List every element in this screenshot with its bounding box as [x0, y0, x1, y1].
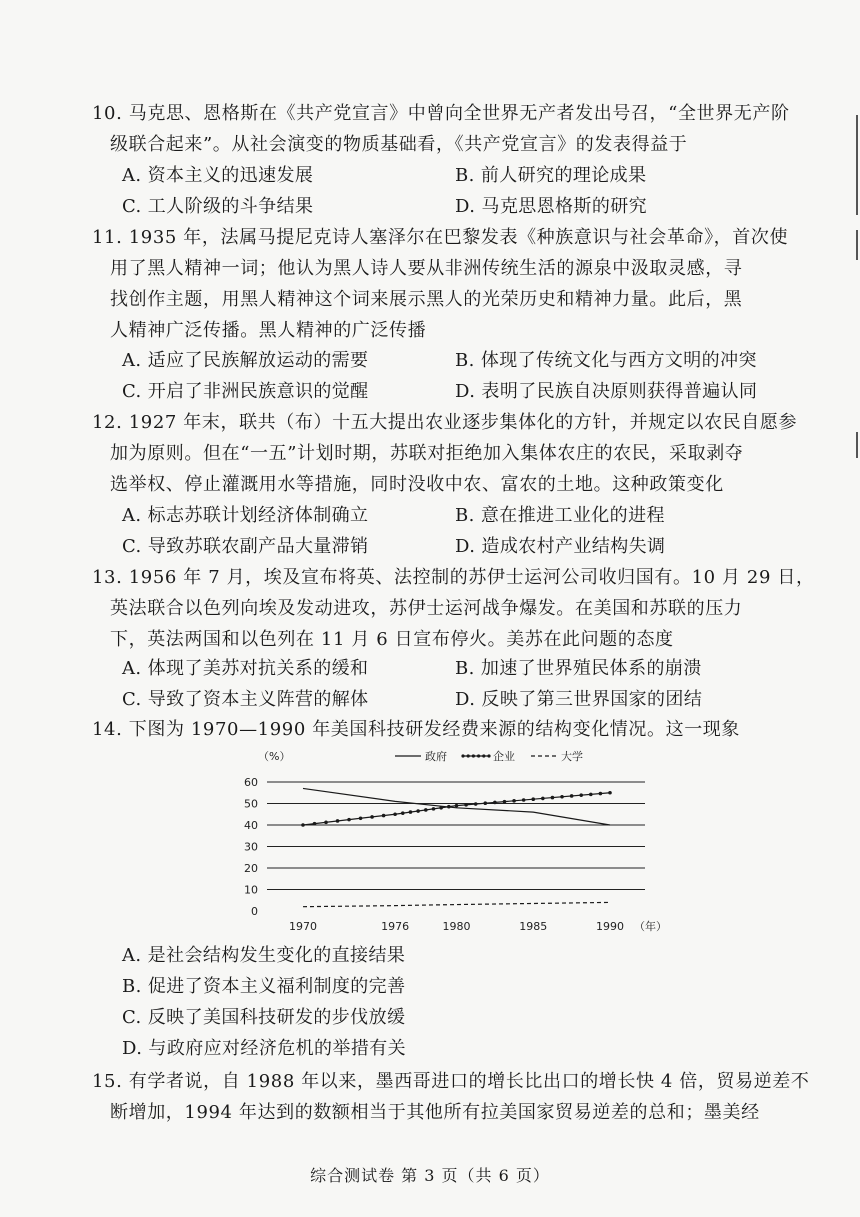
y-tick-label: 50: [244, 797, 258, 811]
question-11-line-2: 用了黑人精神一词；他认为黑人诗人要从非洲传统生活的源泉中汲取灵感，寻: [110, 258, 743, 279]
q14-option-b[interactable]: B. 促进了资本主义福利制度的完善: [122, 976, 406, 997]
question-11-line-1: 11. 1935 年，法属马提尼克诗人塞泽尔在巴黎发表《种族意识与社会革命》，首次使: [92, 227, 789, 248]
y-tick-label: 0: [251, 905, 258, 918]
question-13-line-2: 英法联合以色列向埃及发动进攻，苏伊士运河战争爆发。在美国和苏联的压力: [110, 598, 743, 619]
series-point: [424, 808, 428, 812]
y-tick-label: 20: [244, 862, 258, 875]
series-point: [579, 793, 583, 797]
y-axis-unit-label: （%）: [258, 750, 291, 763]
q10-option-d[interactable]: D. 马克思恩格斯的研究: [455, 196, 648, 217]
series-point: [324, 821, 328, 825]
question-10-line-2: 级联合起来”。从社会演变的物质基础看，《共产党宣言》的发表得益于: [110, 134, 688, 155]
legend-point: [482, 754, 485, 757]
y-tick-label: 40: [244, 819, 258, 832]
question-11-line-3: 找创作主题，用黑人精神这个词来展示黑人的光荣历史和精神力量。此后，黑: [110, 289, 743, 310]
q13-option-c[interactable]: C. 导致了资本主义阵营的解体: [122, 689, 369, 710]
scan-margin-mark: [856, 230, 858, 260]
question-12-line-3: 选举权、停止灌溉用水等措施，同时没收中农、富农的土地。这种政策变化: [110, 474, 724, 495]
x-tick-label: 1976: [381, 920, 410, 933]
series-point: [493, 801, 497, 805]
legend-label-0: 政府: [425, 750, 447, 763]
question-13-line-3: 下，英法两国和以色列在 11 月 6 日宣布停火。美苏在此问题的态度: [110, 629, 674, 650]
legend-point: [461, 754, 464, 757]
question-12: [92, 407, 798, 500]
q11-option-b[interactable]: B. 体现了传统文化与西方文明的冲突: [455, 350, 757, 371]
q12-option-b[interactable]: B. 意在推进工业化的进程: [455, 505, 665, 526]
y-tick-label: 60: [244, 776, 258, 789]
series-point: [608, 791, 612, 795]
series-point: [531, 797, 535, 801]
q14-option-d[interactable]: D. 与政府应对经济危机的举措有关: [122, 1038, 407, 1059]
question-13-line-1: 13. 1956 年 7 月，埃及宣布将英、法控制的苏伊士运河公司收归国有。10 月 29 日，: [92, 567, 815, 588]
question-15: [92, 1066, 810, 1128]
series-point: [522, 798, 526, 802]
series-point: [393, 812, 397, 816]
q13-option-a[interactable]: A. 体现了美苏对抗关系的缓和: [122, 658, 369, 679]
series-point: [447, 805, 451, 809]
funding-structure-chart: [240, 742, 670, 942]
question-10: [92, 98, 792, 160]
series-point: [599, 792, 603, 796]
series-point: [401, 811, 405, 815]
x-tick-label: 1980: [442, 920, 471, 933]
series-point: [370, 815, 374, 819]
y-tick-label: 10: [244, 883, 258, 897]
series-point: [382, 814, 386, 818]
series-point: [455, 804, 459, 808]
series-point: [503, 800, 507, 804]
series-point: [551, 796, 555, 800]
series-point: [336, 819, 340, 823]
chart-svg: [240, 742, 670, 942]
q11-option-a[interactable]: A. 适应了民族解放运动的需要: [122, 350, 369, 371]
scan-margin-mark: [856, 115, 858, 215]
series-point: [432, 807, 436, 811]
series-point: [409, 810, 413, 814]
series-line-2: [303, 902, 610, 906]
question-11: [92, 222, 792, 346]
q11-option-d[interactable]: D. 表明了民族自决原则获得普遍认同: [455, 381, 758, 402]
legend-label-1: 企业: [493, 750, 515, 763]
series-point: [483, 801, 487, 805]
q13-option-b[interactable]: B. 加速了世界殖民体系的崩溃: [455, 658, 702, 679]
question-14: [92, 714, 792, 745]
series-point: [301, 823, 305, 827]
q13-option-d[interactable]: D. 反映了第三世界国家的团结: [455, 689, 703, 710]
question-10-line-1: 10. 马克思、恩格斯在《共产党宣言》中曾向全世界无产者发出号召，“全世界无产阶: [92, 103, 790, 124]
question-12-line-2: 加为原则。但在“一五”计划时期，苏联对拒绝加入集体农庄的农民，采取剥夺: [110, 443, 744, 464]
series-point: [512, 799, 516, 803]
series-point: [570, 794, 574, 798]
x-tick-label: 1990: [596, 920, 624, 933]
question-13: [92, 562, 815, 655]
legend-point: [472, 754, 475, 757]
q14-option-a[interactable]: A. 是社会结构发生变化的直接结果: [122, 945, 406, 966]
q14-option-c[interactable]: C. 反映了美国科技研发的步伐放缓: [122, 1007, 406, 1028]
question-15-line-1: 15. 有学者说，自 1988 年以来，墨西哥进口的增长比出口的增长快 4 倍，贸易逆差不: [92, 1071, 810, 1092]
series-point: [589, 793, 593, 797]
legend-point: [477, 754, 480, 757]
series-point: [474, 802, 478, 806]
series-point: [541, 797, 545, 801]
series-point: [359, 816, 363, 820]
x-axis-unit-label: （年）: [634, 920, 667, 933]
legend-label-2: 大学: [561, 750, 583, 763]
q12-option-c[interactable]: C. 导致苏联农副产品大量滞销: [122, 536, 369, 557]
q10-option-c[interactable]: C. 工人阶级的斗争结果: [122, 196, 314, 217]
legend-point: [487, 754, 490, 757]
page-footer: 综合测试卷 第 3 页（共 6 页）: [310, 1166, 550, 1185]
legend-point: [467, 754, 470, 757]
question-12-line-1: 12. 1927 年末，联共（布）十五大提出农业逐步集体化的方针，并规定以农民自愿参: [92, 412, 798, 433]
q12-option-a[interactable]: A. 标志苏联计划经济体制确立: [122, 505, 369, 526]
series-point: [439, 806, 443, 810]
series-point: [416, 809, 420, 813]
y-tick-label: 30: [244, 840, 258, 854]
scan-margin-mark: [856, 432, 858, 458]
q10-option-b[interactable]: B. 前人研究的理论成果: [455, 165, 647, 186]
question-15-line-2: 断增加，1994 年达到的数额相当于其他所有拉美国家贸易逆差的总和；墨美经: [110, 1102, 760, 1123]
series-point: [464, 803, 468, 807]
q10-option-a[interactable]: A. 资本主义的迅速发展: [122, 165, 314, 186]
series-point: [347, 818, 351, 822]
q11-option-c[interactable]: C. 开启了非洲民族意识的觉醒: [122, 381, 369, 402]
series-point: [313, 822, 317, 826]
x-tick-label: 1970: [289, 920, 317, 933]
x-tick-label: 1985: [519, 920, 548, 933]
series-point: [560, 795, 564, 799]
question-11-line-4: 人精神广泛传播。黑人精神的广泛传播: [110, 320, 427, 341]
question-14-line-1: 14. 下图为 1970—1990 年美国科技研发经费来源的结构变化情况。这一现象: [92, 719, 741, 740]
q12-option-d[interactable]: D. 造成农村产业结构失调: [455, 536, 666, 557]
